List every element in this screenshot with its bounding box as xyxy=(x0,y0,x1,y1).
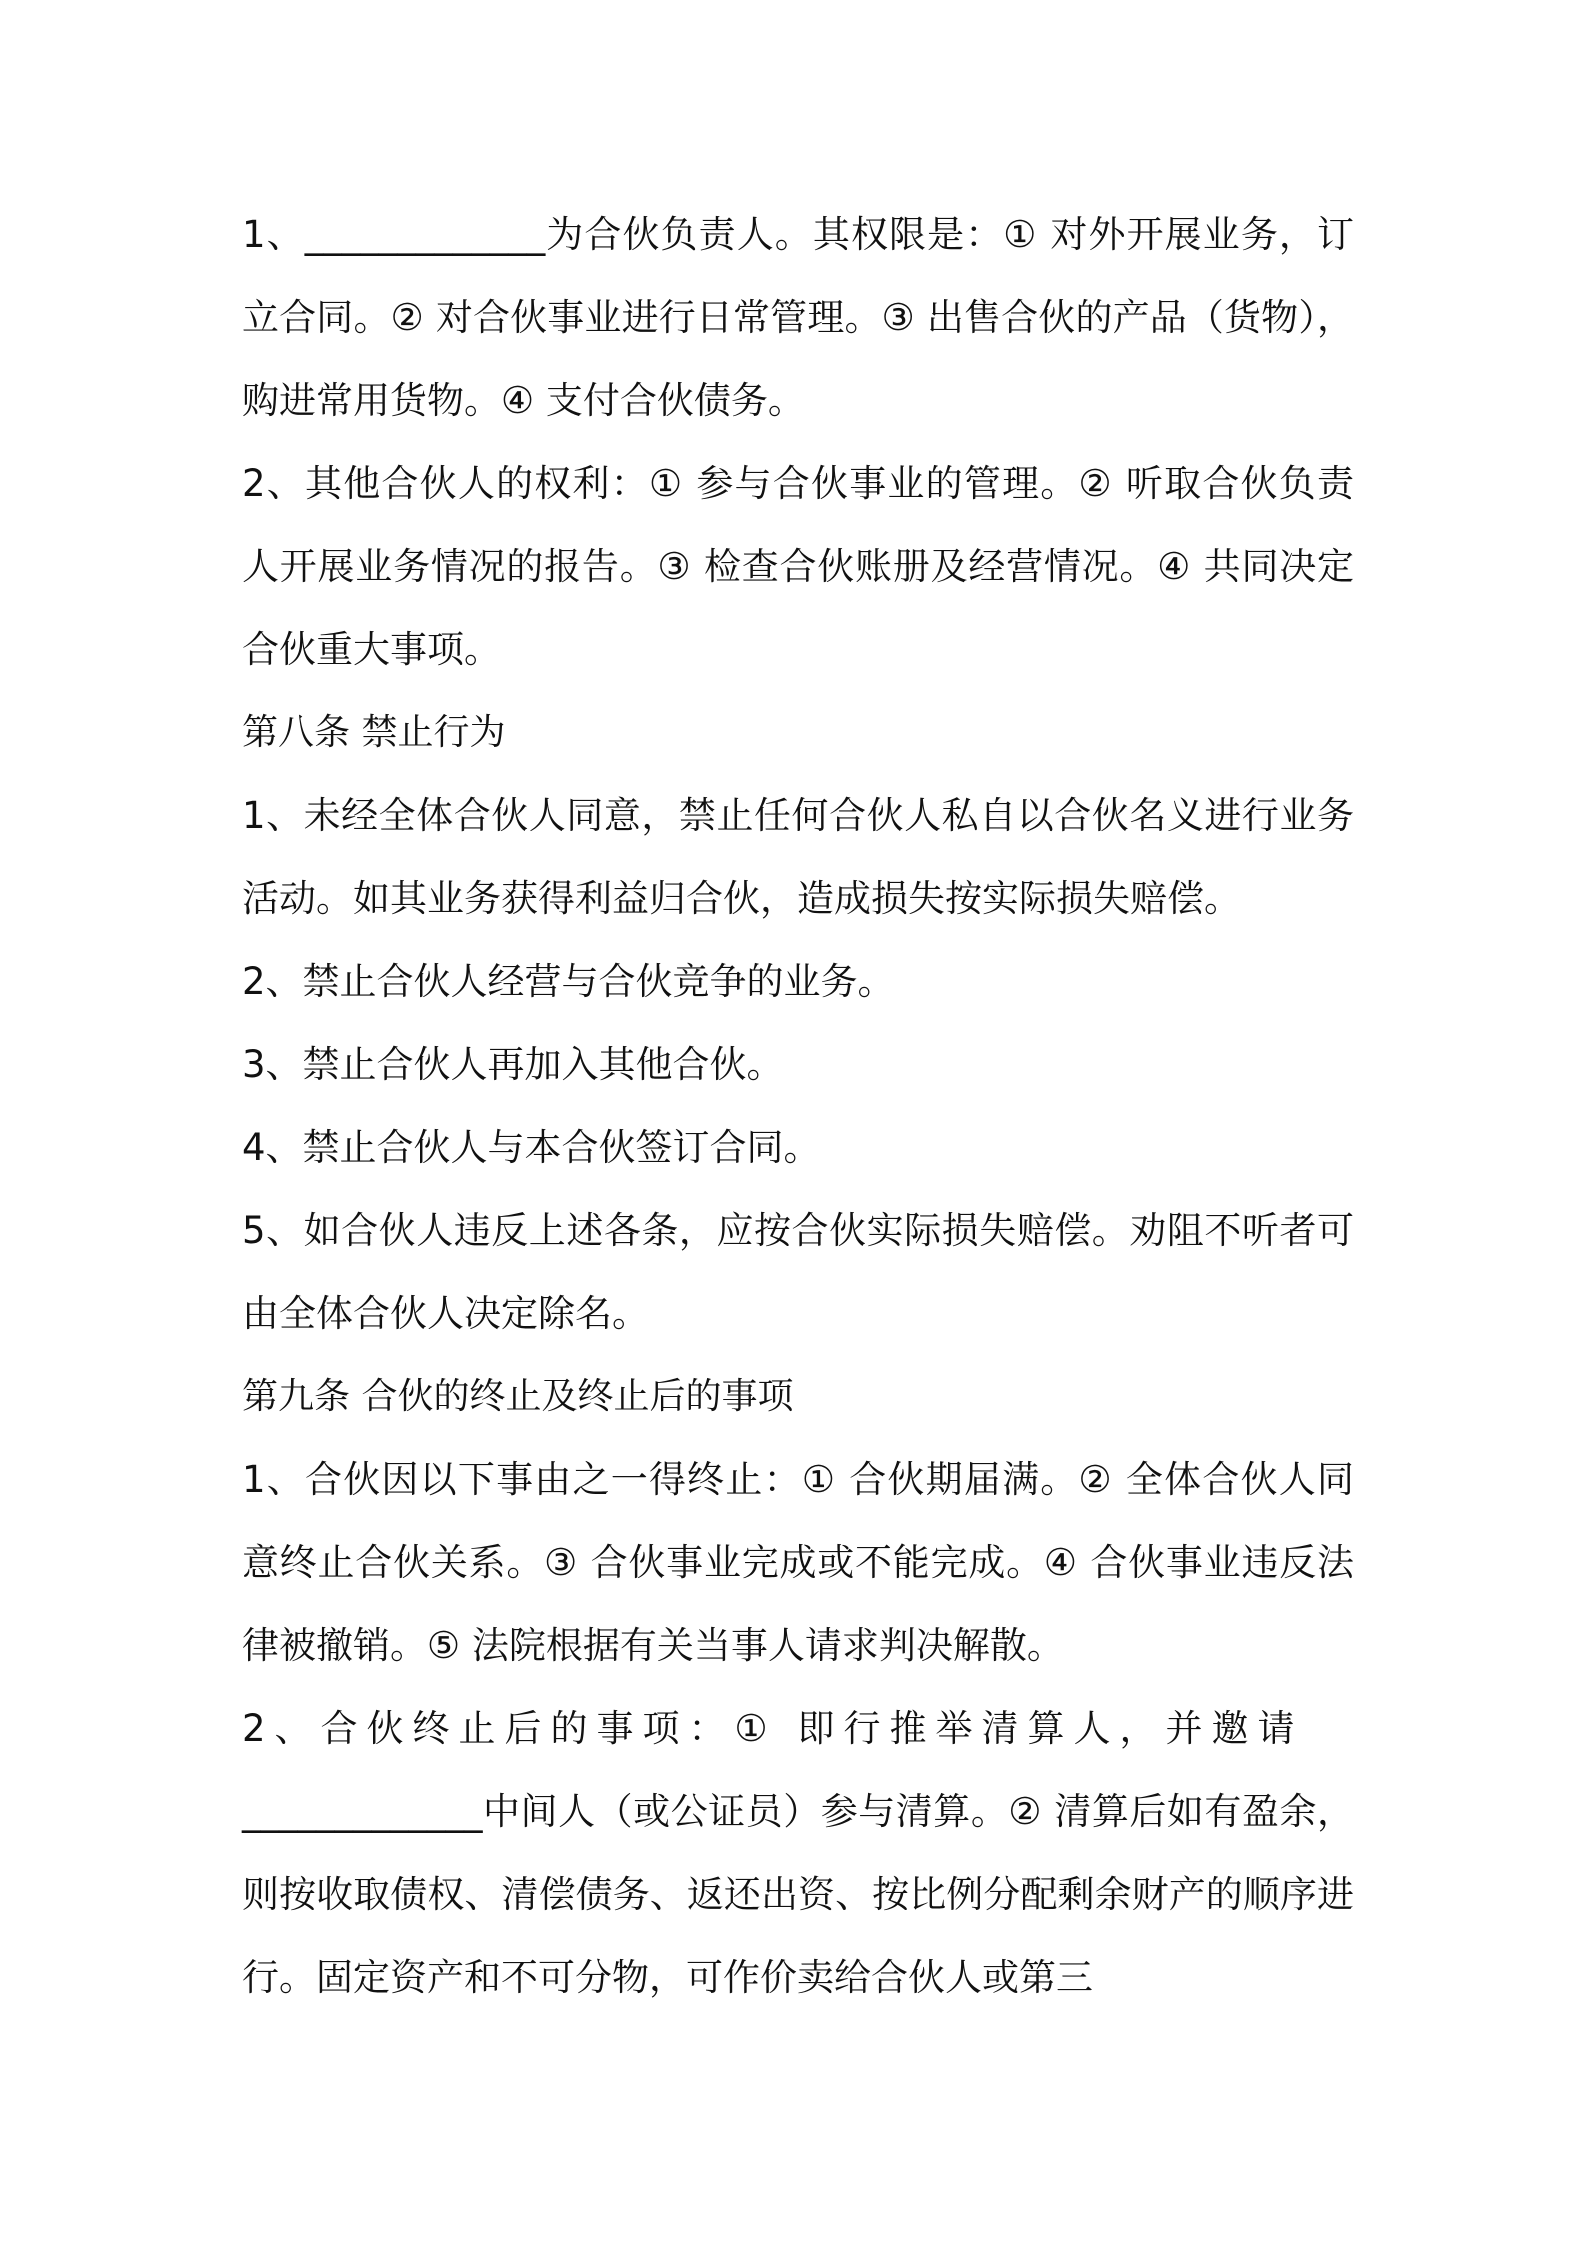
clause-paragraph: 1、合伙因以下事由之一得终止：① 合伙期届满。② 全体合伙人同意终止合伙关系。③ 合伙事业完成或不能完成。④ 合伙事业违反法律被撤销。⑤ 法院根据有关当事人请求判决解散。 xyxy=(242,1458,1354,1667)
clause-paragraph: 1、未经全体合伙人同意，禁止任何合伙人私自以合伙名义进行业务活动。如其业务获得利益归合伙，造成损失按实际损失赔偿。 xyxy=(242,794,1354,920)
document-body xyxy=(242,193,1354,2019)
clause-paragraph: 2、合伙终止后的事项：① 即行推举清算人，并邀请 xyxy=(242,1707,1304,1750)
clause-paragraph: 5、如合伙人违反上述各条，应按合伙实际损失赔偿。劝阻不听者可由全体合伙人决定除名。 xyxy=(242,1209,1354,1335)
clause-paragraph: 2、其他合伙人的权利：① 参与合伙事业的管理。② 听取合伙负责人开展业务情况的报告。③ 检查合伙账册及经营情况。④ 共同决定合伙重大事项。 xyxy=(242,462,1354,671)
article-heading: 第九条 合伙的终止及终止后的事项 xyxy=(242,1376,794,1417)
clause-paragraph: 3、禁止合伙人再加入其他合伙。 xyxy=(242,1043,784,1086)
clause-paragraph: _____________中间人（或公证员）参与清算。② 清算后如有盈余，则按收取债权、清偿债务、返还出资、按比例分配剩余财产的顺序进行。固定资产和不可分物，可作价卖给合伙人或第三 xyxy=(242,1790,1354,1999)
article-heading: 第八条 禁止行为 xyxy=(242,712,506,753)
clause-paragraph: 4、禁止合伙人与本合伙签订合同。 xyxy=(242,1126,821,1169)
clause-paragraph: 1、_____________为合伙负责人。其权限是：① 对外开展业务，订立合同。② 对合伙事业进行日常管理。③ 出售合伙的产品（货物），购进常用货物。④ 支付合伙债务。 xyxy=(242,213,1354,422)
clause-paragraph: 2、禁止合伙人经营与合伙竞争的业务。 xyxy=(242,960,895,1003)
